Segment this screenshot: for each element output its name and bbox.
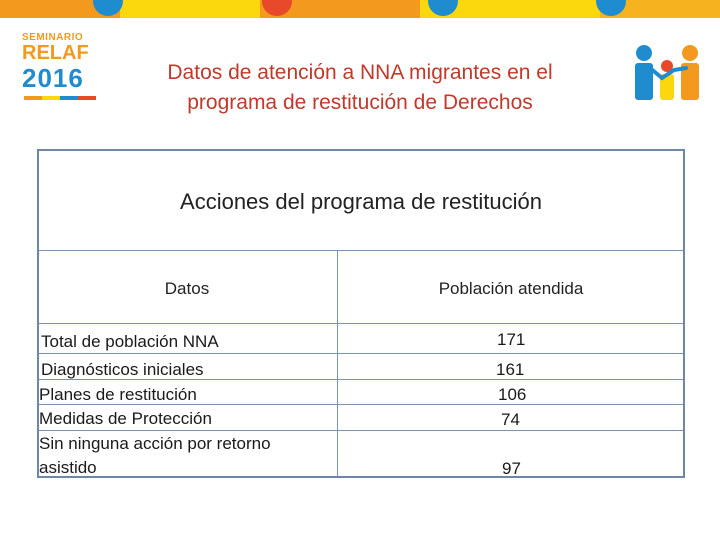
table-divider (39, 250, 683, 251)
relaf-2016-logo (22, 32, 102, 104)
row-label-sin-accion-line-2: asistido (39, 458, 97, 477)
people-icon (632, 44, 704, 102)
logo-year-text: 2016 (22, 63, 84, 93)
title-line-1: Datos de atención a NNA migrantes en el (167, 61, 553, 84)
logo-color-bar (24, 96, 96, 100)
row-label-medidas: Medidas de Protección (39, 409, 212, 428)
row-value-planes: 106 (498, 385, 527, 404)
data-table (37, 149, 685, 478)
logo-seminario-text: SEMINARIO (22, 32, 84, 43)
column-header-poblacion: Población atendida (438, 279, 584, 298)
column-header-datos: Datos (164, 279, 210, 298)
row-value-diagnosticos: 161 (496, 360, 525, 379)
top-decorative-band (0, 0, 720, 18)
title-line-2: programa de restitución de Derechos (187, 91, 533, 114)
page-title (110, 58, 610, 118)
row-label-planes: Planes de restitución (39, 385, 197, 404)
row-value-sin-accion: 97 (502, 459, 521, 478)
logo-relaf-text: RELAF (22, 42, 89, 64)
table-divider (39, 323, 683, 324)
table-divider (39, 430, 683, 431)
row-value-total: 171 (497, 330, 526, 349)
row-label-diagnosticos: Diagnósticos iniciales (41, 360, 204, 379)
row-label-total: Total de población NNA (41, 332, 219, 351)
row-label-sin-accion-line-1: Sin ninguna acción por retorno (39, 434, 271, 453)
table-divider (39, 353, 683, 354)
band-segment-yellow (120, 0, 260, 18)
table-caption: Acciones del programa de restitución (180, 189, 542, 214)
people-figures-logo (632, 44, 704, 102)
row-value-medidas: 74 (501, 410, 520, 429)
